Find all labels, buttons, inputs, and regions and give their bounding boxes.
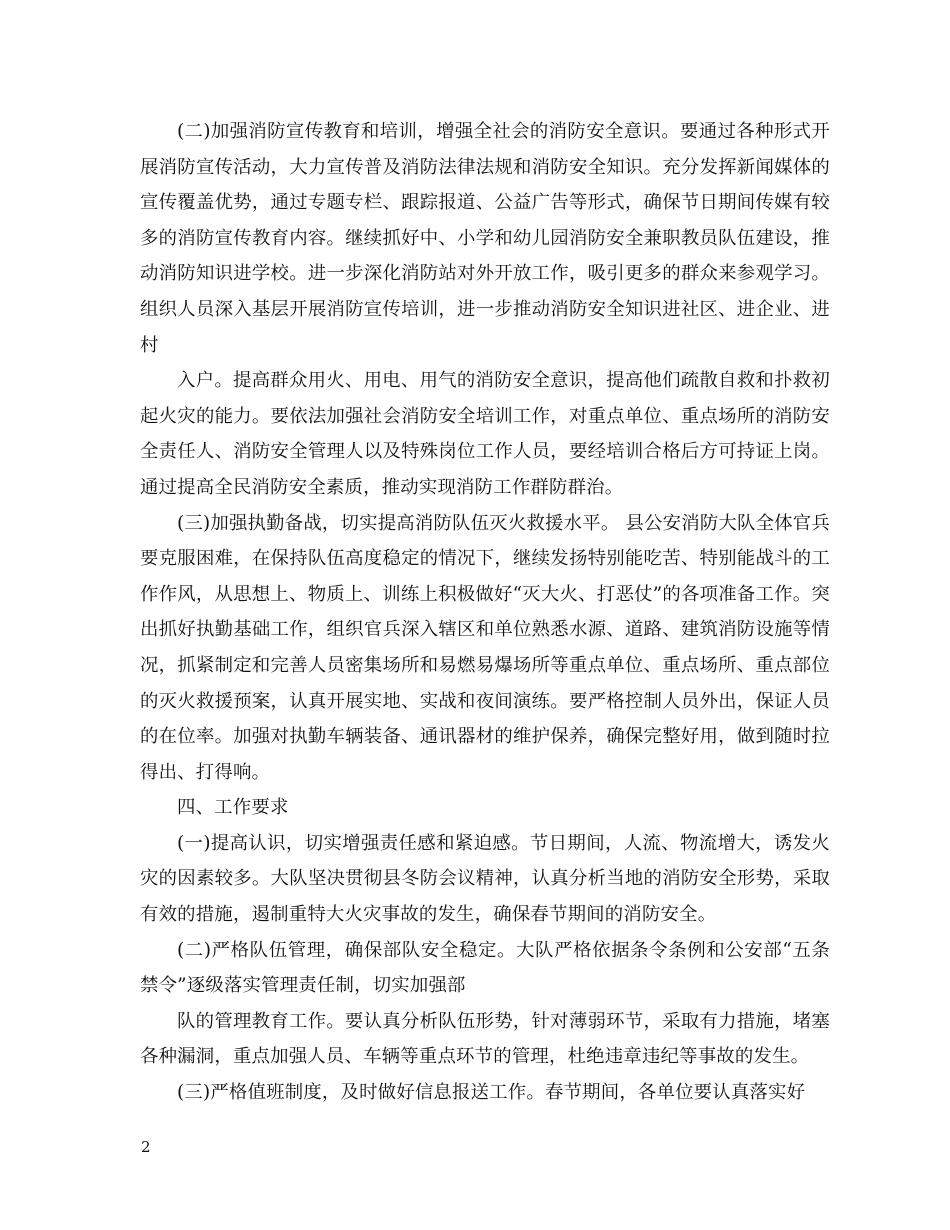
paragraph-management-education: 队的管理教育工作。要认真分析队伍形势，针对薄弱环节，采取有力措施，堵塞各种漏洞，重点加强人员、车辆等重点环节的管理，杜绝违章违纪等事故的发生。 [140,1010,830,1068]
paragraph-duty-readiness: (三)加强执勤备战，切实提高消防队伍灭火救援水平。 县公安消防大队全体官兵要克服困难，在保持队伍高度稳定的情况下，继续发扬特别能吃苦、特别能战斗的工作作风，从思想上、物质上、训练上积极做好“灭大火、打恶仗”的各项准备工作。突出抓好执勤基础工作，组织官兵深入辖区和单位熟悉水源、道路、建筑消防设施等情况，抓紧制定和完善人员密集场所和易燃易爆场所等重点单位、重点场所、重点部位的灭火救援预案，认真开展实地、实战和夜间演练。要严格控制人员外出，保证人员的在位率。加强对执勤车辆装备、通讯器材的维护保养，确保完整好用，做到随时拉得出、打得响。 [140,512,830,783]
paragraph-publicity-education: (二)加强消防宣传教育和培训，增强全社会的消防安全意识。要通过各种形式开展消防宣传活动，大力宣传普及消防法律法规和消防安全知识。充分发挥新闻媒体的宣传覆盖优势，通过专题专栏、跟踪报道、公益广告等形式，确保节日期间传媒有较多的消防宣传教育内容。继续抓好中、小学和幼儿园消防安全兼职教员队伍建设，推动消防知识进学校。进一步深化消防站对外开放工作，吸引更多的群众来参观学习。组织人员深入基层开展消防宣传培训，进一步推动消防安全知识进社区、进企业、进村 [140,121,830,356]
section-heading-work-requirements: 四、工作要求 [177,797,289,819]
paragraph-duty-system: (三)严格值班制度，及时做好信息报送工作。春节期间，各单位要认真落实好 [177,1082,806,1104]
paragraph-household-safety: 入户。提高群众用火、用电、用气的消防安全意识，提高他们疏散自救和扑救初起火灾的能力。要依法加强社会消防安全培训工作，对重点单位、重点场所的消防安全责任人、消防安全管理人以及特殊岗位工作人员，要经培训合格后方可持证上岗。通过提高全民消防安全素质，推动实现消防工作群防群治。 [140,370,830,498]
paragraph-team-management: (二)严格队伍管理，确保部队安全稳定。大队严格依据条令条例和公安部“五条禁令”逐级落实管理责任制，切实加强部 [140,939,830,997]
paragraph-raise-awareness: (一)提高认识，切实增强责任感和紧迫感。节日期间，人流、物流增大，诱发火灾的因素较多。大队坚决贯彻县冬防会议精神，认真分析当地的消防安全形势，采取有效的措施，遏制重特大火灾事故的发生，确保春节期间的消防安全。 [140,832,830,926]
page-number: 2 [141,1138,151,1156]
body-text [140,114,830,1111]
